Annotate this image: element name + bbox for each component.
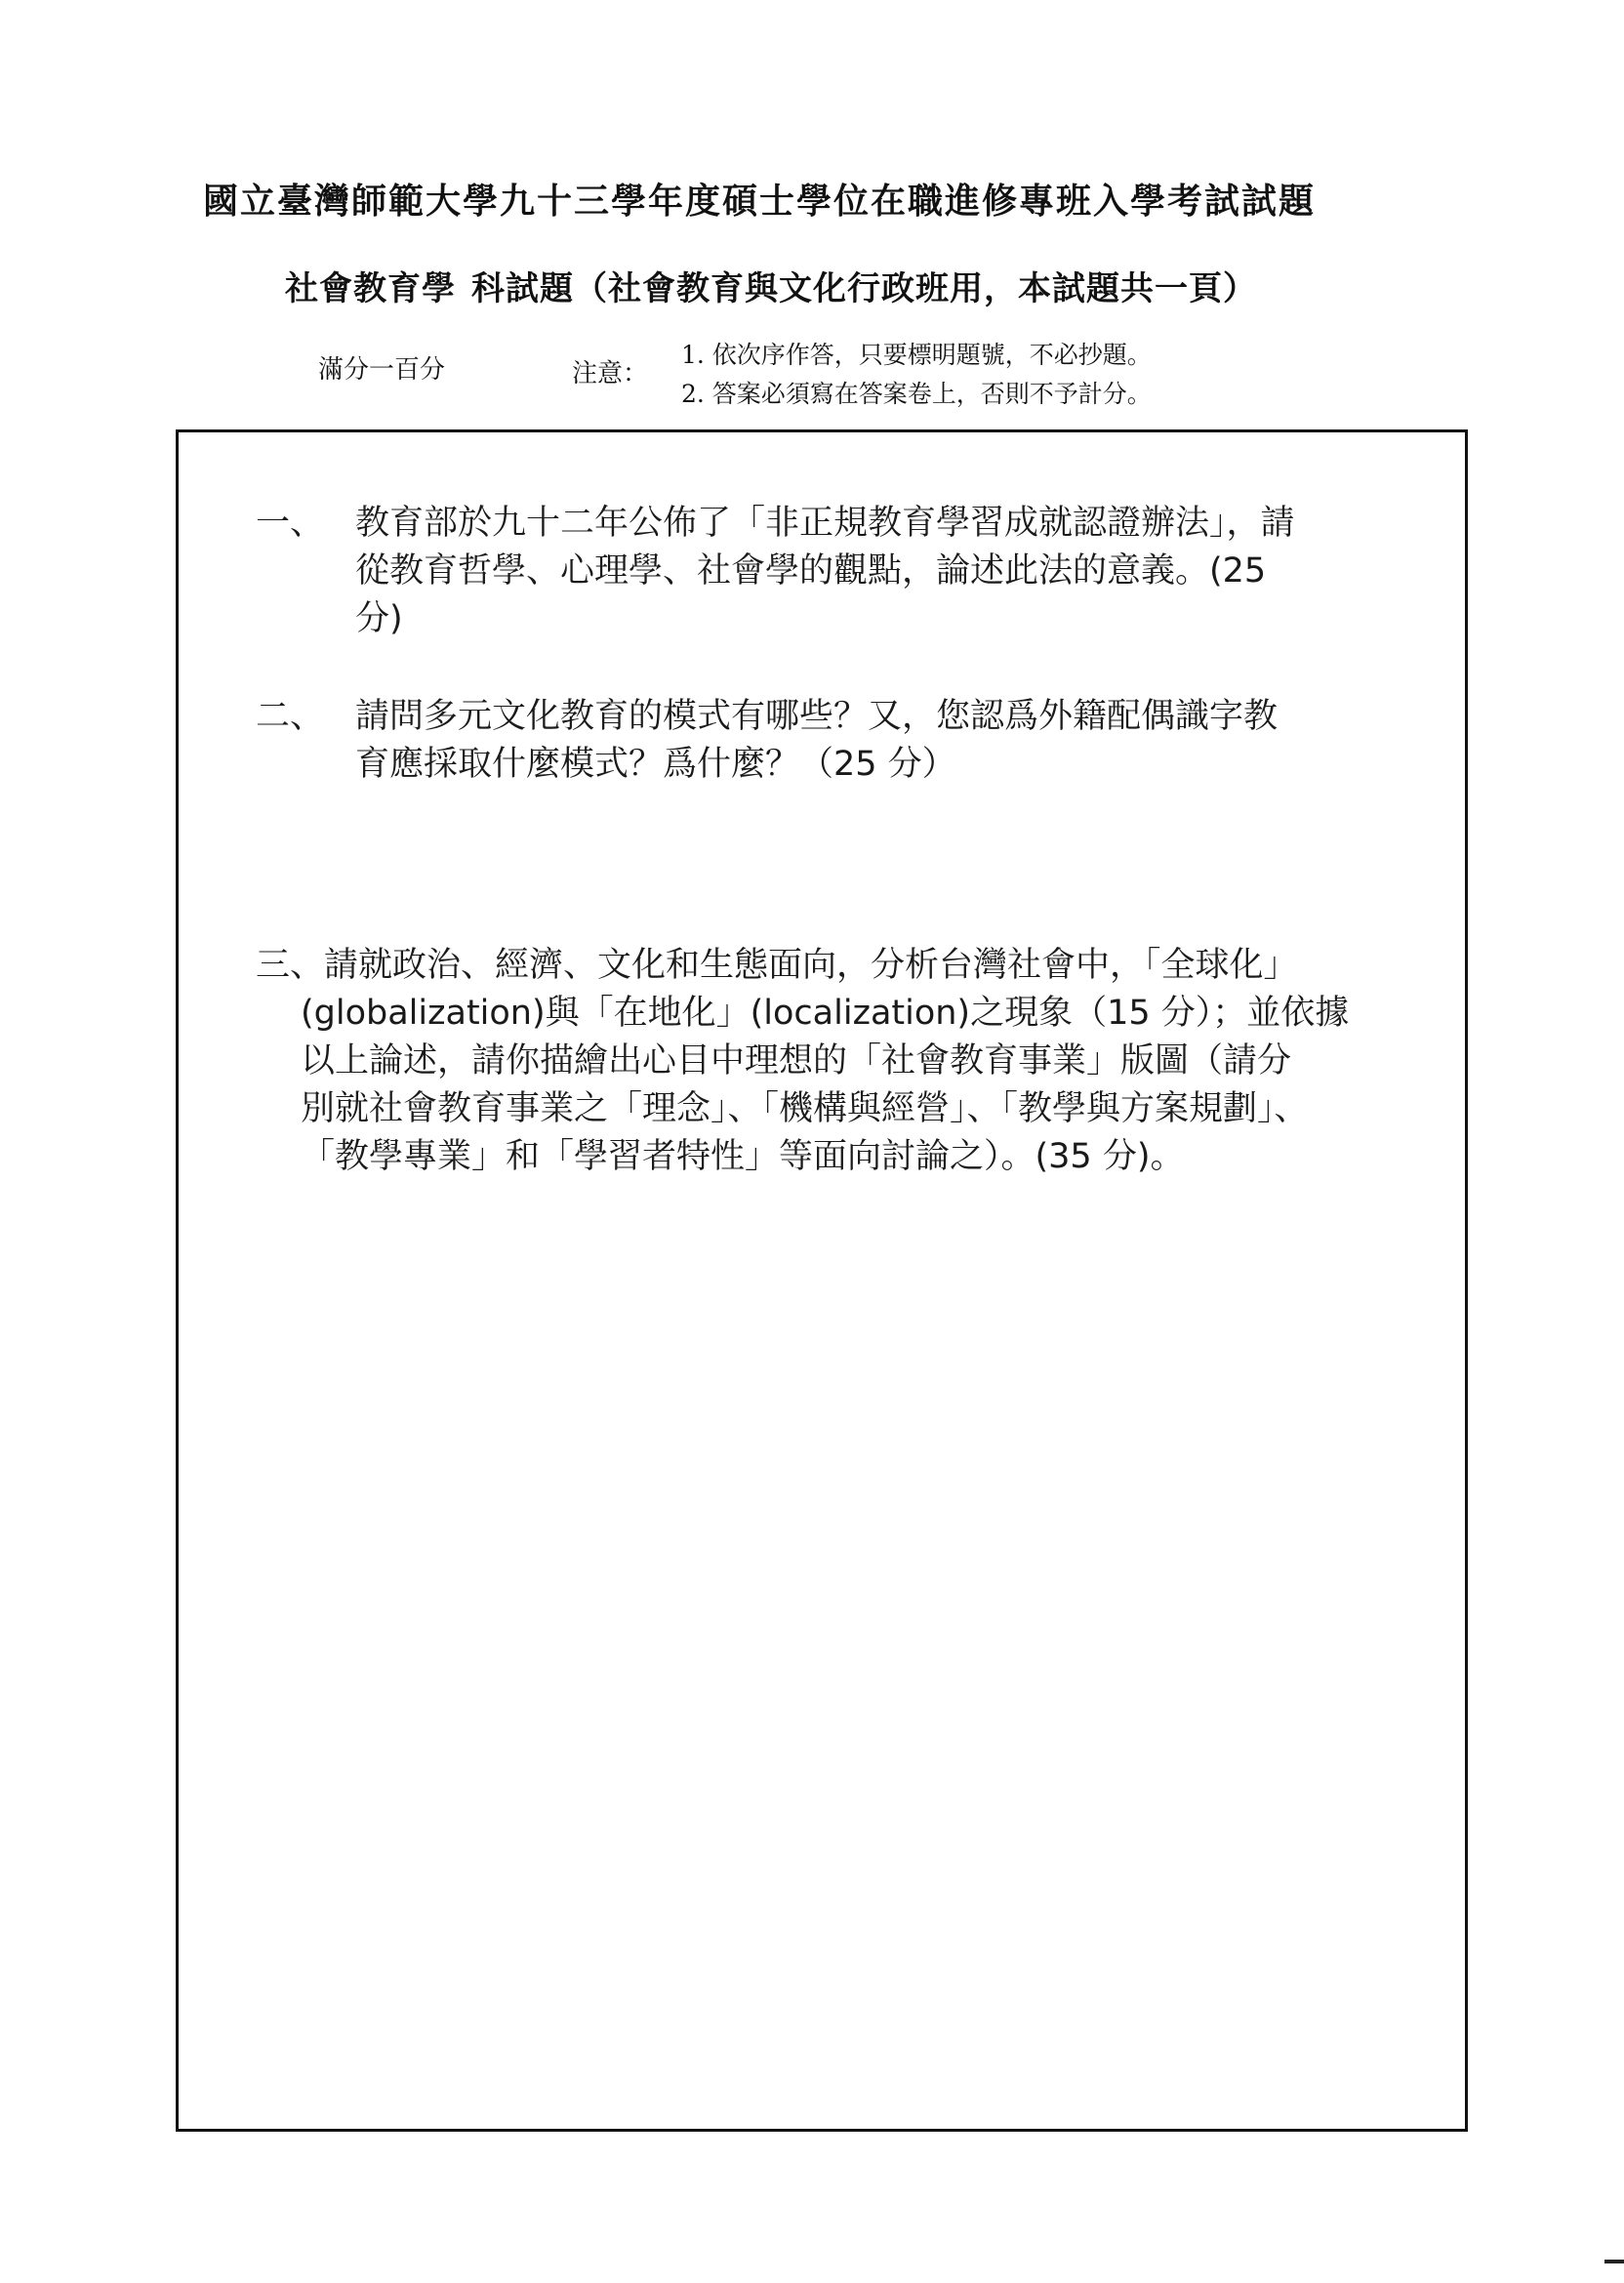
question-body (256, 894, 1407, 1229)
question-number: 三、 (256, 946, 325, 985)
notice-label: 注意： (572, 359, 649, 388)
subtitle-rest: 科試題（社會教育與文化行政班用，本試題共一頁） (471, 269, 1257, 308)
exam-title: 國立臺灣師範大學九十三學年度碩士學位在職進修專班入學考試試題 (203, 181, 1317, 222)
question-first-line: 請就政治、經濟、文化和生態面向，分析台灣社會中，「全球化」 (324, 946, 1298, 985)
question-number: 一、 (256, 504, 325, 543)
question-frame (176, 429, 1468, 2132)
question-text: 請問多元文化教育的模式有哪些？又，您認爲外籍配偶識字教 育應採取什麼模式？爲什麼？（25 分） (355, 697, 1279, 784)
question-text: 教育部於九十二年公佈了「非正規教育學習成就認證辦法」，請 從教育哲學、心理學、社會學的觀點，論述此法的意義。(25 分) (355, 504, 1295, 638)
exam-subtitle (285, 262, 1407, 309)
question-number: 二、 (256, 697, 325, 736)
scan-mark (1604, 2260, 1624, 2263)
notice-list (681, 336, 1152, 414)
question-text: (globalization)與「在地化」(localization)之現象（15 分）；並依據 以上論述，請你描繪出心目中理想的「社會教育事業」版圖（請分 別就社會教育事業之「理念」、「機構與經營」、「教學與方案規劃」、 「教學專業」和「學習者特性」等面向討論之）。(35 分)。 (301, 994, 1350, 1176)
subject-name: 社會教育學 (285, 269, 456, 308)
notice-item: 2. 答案必須寫在答案卷上，否則不予計分。 (681, 380, 1152, 408)
full-score-label: 滿分一百分 (318, 355, 446, 385)
notice-item: 1. 依次序作答，只要標明題號，不必抄題。 (681, 341, 1152, 369)
